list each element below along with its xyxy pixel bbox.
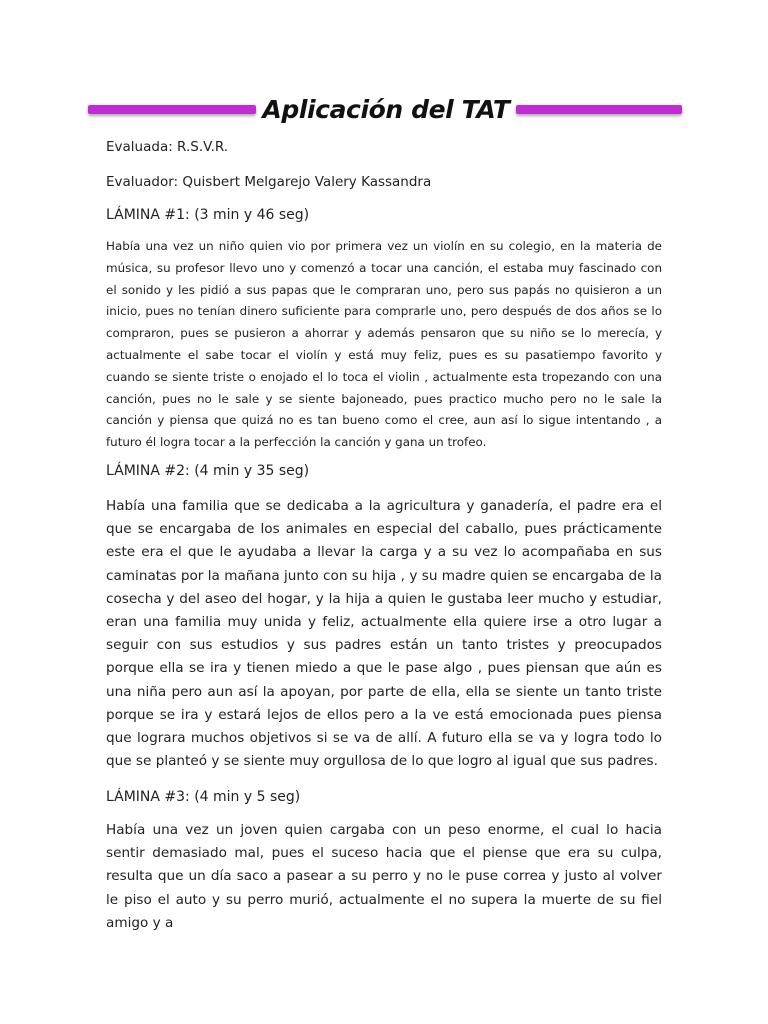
evaluator-line: Evaluador: Quisbert Melgarejo Valery Kassandra — [106, 174, 432, 190]
evaluated-line: Evaluada: R.S.V.R. — [106, 139, 229, 155]
title-bar-left — [88, 105, 256, 114]
section-text-2: Había una familia que se dedicaba a la agricultura y ganadería, el padre era el que se encargaba de los animales en especial del caballo, pues prácticamente este era el que le ayudaba a llevar la carga y a su vez lo acompañaba en sus caminatas por la mañana junto con su hija , y su madre quien se encargaba de la cosecha y del aseo del hogar, y la hija a quien le gustaba leer mucho y estudiar, eran una familia muy unida y feliz, actualmente ella quiere irse a otro lugar a seguir con sus estudios y sus padres están un tanto tristes y preocupados porque ella se ira y tienen miedo a que le pase algo , pues piensan que aún es una niña pero aun así la apoyan, por parte de ella, ella se siente un tanto triste porque se ira y estará lejos de ellos pero a la ve está emocionada pues piensa que lograra muchos objetivos si se va de allí. A futuro ella se va y logra todo lo que se planteó y se siente muy orgullosa de lo que logro al igual que sus padres. — [106, 498, 662, 770]
section-text-1: Había una vez un niño quien vio por primera vez un violín en su colegio, en la materia de música, su profesor llevo uno y comenzó a tocar una canción, el estaba muy fascinado con el sonido y les pidió a sus papas que le compraran uno, pero sus papás no quisieron a un inicio, pues no tenían dinero suficiente para comprarle uno, pero después de dos años se lo compraron, pues se pusieron a ahorrar y además pensaron que su niño se lo merecía, y actualmente el sabe tocar el violín y está muy feliz, pues es su pasatiempo favorito y cuando se siente triste o enojado el lo toca el violin , actualmente esta tropezando con una canción, pues no le sale y se siente bajoneado, pues practico mucho pero no le sale la canción y piensa que quizá no es tan bueno como el cree, aun así lo sigue intentando , a futuro él logra tocar a la perfección la canción y gana un trofeo. — [106, 239, 662, 450]
title-bar-right — [516, 105, 682, 114]
page-title: Aplicación del TAT — [262, 94, 510, 124]
title-banner — [88, 86, 682, 132]
section-heading-3: LÁMINA #3: (4 min y 5 seg) — [106, 789, 301, 805]
section-text-3: Había una vez un joven quien cargaba con un peso enorme, el cual lo hacia sentir demasiado mal, pues el suceso hacia que el piense que era su culpa, resulta que un día saco a pasear a su perro y no le puse correa y justo al volver le piso el auto y su perro murió, actualmente el no supera la muerte de su fiel amigo y a — [106, 822, 662, 931]
section-heading-1: LÁMINA #1: (3 min y 46 seg) — [106, 207, 310, 223]
section-heading-2: LÁMINA #2: (4 min y 35 seg) — [106, 463, 310, 479]
